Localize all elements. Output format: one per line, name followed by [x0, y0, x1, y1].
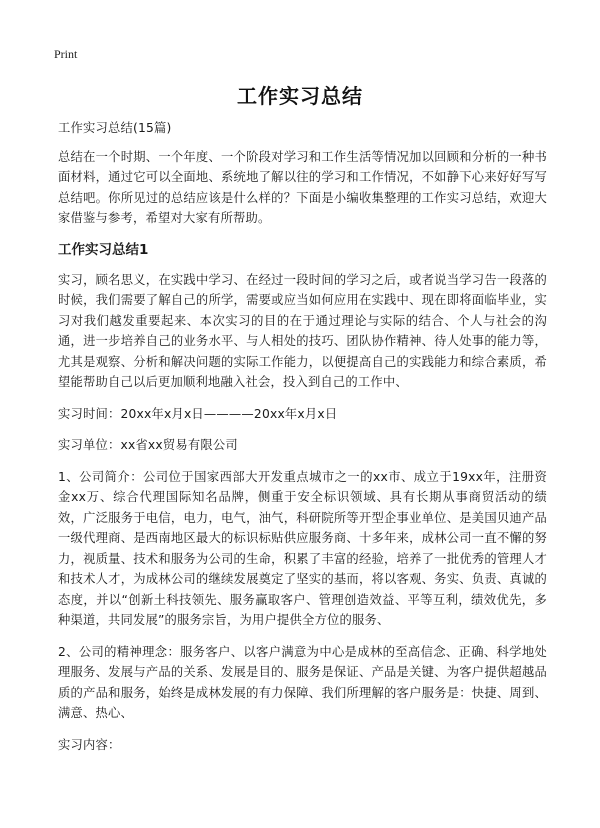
- print-label[interactable]: Print: [54, 47, 78, 61]
- internship-content-label: 实习内容：: [58, 737, 121, 752]
- internship-time: 实习时间：20xx年x月x日————20xx年x月x日: [58, 406, 338, 421]
- intro-paragraph: 总结在一个时期、一个年度、一个阶段对学习和工作生活等情况加以回顾和分析的一种书面材料，通过它可以全面地、系统地了解以往的学习和工作情况，不如静下心来好好写写总结吧。你所见过的总结应该是什么样的？下面是小编收集整理的工作实习总结，欢迎大家借鉴与参考，希望对大家有所帮助。: [58, 149, 547, 225]
- section-heading: 工作实习总结1: [58, 241, 149, 258]
- company-intro-paragraph: 1、公司简介：公司位于国家西部大开发重点城市之一的xx市、成立于19xx年，注册资金xx万、综合代理国际知名品牌，侧重于安全标识领域、具有长期从事商贸活动的绩效，广泛服务于电信，电力，电气，油气，科研院所等开型企事业单位、是美国贝迪产品一级代理商、是西南地区最大的标识标贴供应服务商、十多年来，成林公司一直不懈的努力，视质量、技术和服务为公司的生命，积累了丰富的经验，培养了一批优秀的管理人才和技术人才，为成林公司的继续发展奠定了坚实的基而，将以客观、务实、负责、真诚的态度，并以“创新土科技领先、服务赢取客户、管理创造效益、平等互利，绩效优先，多种渠道，共同发展”的服务宗旨，为用户提供全方位的服务、: [58, 469, 547, 627]
- page-title: 工作实习总结: [237, 84, 363, 108]
- internship-unit: 实习单位：xx省xx贸易有限公司: [58, 438, 238, 452]
- company-spirit-paragraph: 2、公司的精神理念：服务客户、以客户满意为中心是成林的至高信念、正确、科学地处理服务、发展与产品的关系、发展是目的、服务是保证、产品是关键、为客户提供超越品质的产品和服务，始终是成林发展的有力保障、我们所理解的客户服务是：快捷、周到、满意、热心、: [58, 644, 547, 720]
- document-body: [58, 118, 547, 766]
- document-subtitle: 工作实习总结(15篇): [58, 121, 172, 135]
- internship-intro-paragraph: 实习，顾名思义，在实践中学习、在经过一段时间的学习之后，或者说当学习告一段落的时候，我们需要了解自己的所学，需要或应当如何应用在实践中、现在即将面临毕业，实习对我们越发重要起来、本次实习的目的在于通过理论与实际的结合、个人与社会的沟通，进一步培养自己的业务水平、与人相处的技巧、团队协作精神、待人处事的能力等，尤其是观察、分析和解决问题的实际工作能力，以便提高自己的实践能力和综合素质，希望能帮助自己以后更加顺利地融入社会，投入到自己的工作中、: [58, 272, 547, 389]
